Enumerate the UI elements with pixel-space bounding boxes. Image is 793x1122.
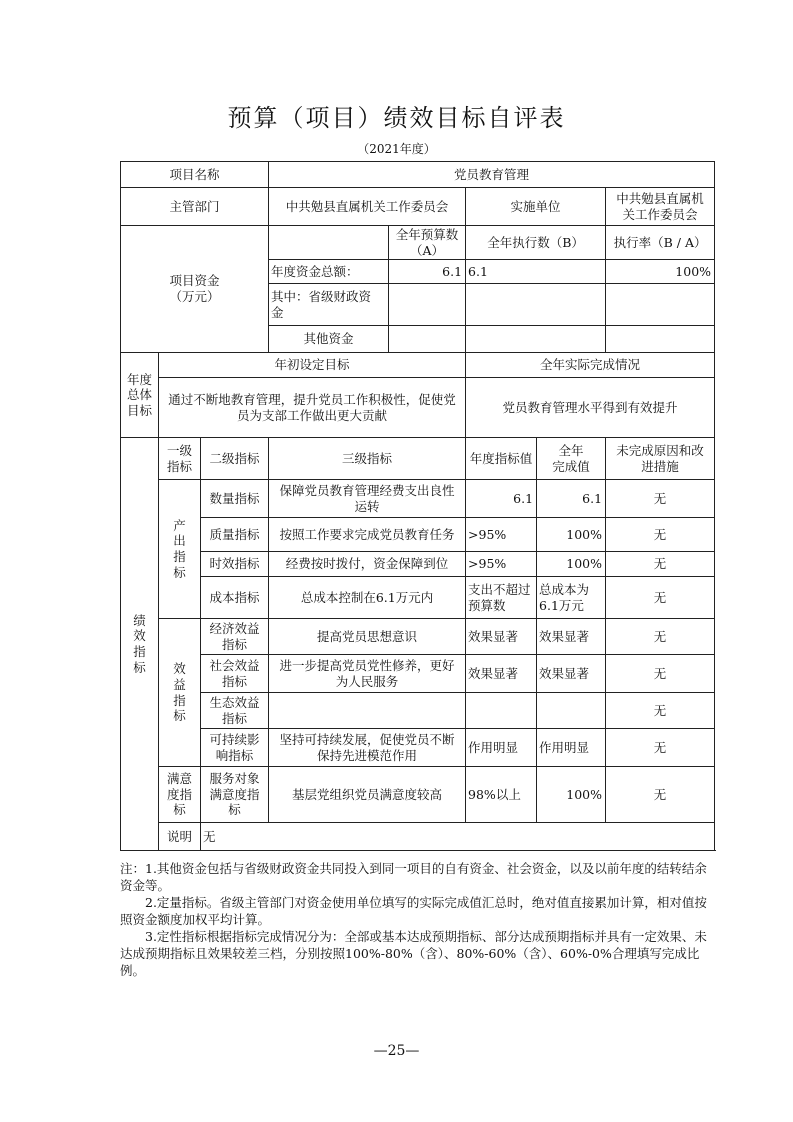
table-row-l3: 保障党员教育管理经费支出良性 运转 (269, 480, 466, 518)
header-level2: 二级指标 (201, 438, 269, 480)
table-row-reason: 无 (606, 655, 715, 693)
annual-goal-label: 年度 总体 目标 (121, 353, 159, 438)
footnote-2: 2.定量指标。省级主管部门对资金使用单位填写的实际完成值汇总时，绝对值直接累加计算，相对值按照资金额度加权平均计算。 (120, 895, 707, 927)
total-budget-value: 6.1 (389, 260, 466, 284)
header-level1: 一级 指标 (159, 438, 201, 480)
project-name-value: 党员教育管理 (269, 162, 715, 188)
funds-label: 项目资金 （万元） (121, 226, 269, 353)
output-indicator-label: 产 出 指 标 (159, 480, 201, 619)
footnote-1: 注：1.其他资金包括与省级财政资金共同投入到同一项目的自有资金、社会资金，以及以前年度的结转结余资金等。 (120, 861, 707, 893)
other-budget-value (389, 326, 466, 353)
implementer-value: 中共勉县直属机 关工作委员会 (606, 188, 715, 226)
remark-value: 无 (201, 823, 715, 851)
table-row-l2: 时效指标 (201, 552, 269, 577)
goal-set-value: 通过不断地教育管理，提升党员工作积极性，促使党 员为支部工作做出更大贡献 (159, 378, 466, 438)
header-level3: 三级指标 (269, 438, 466, 480)
table-row-actual: 效果显著 (537, 655, 606, 693)
row-other-label: 其他资金 (269, 326, 389, 353)
table-row-reason: 无 (606, 480, 715, 518)
other-exec-value (466, 326, 606, 353)
footnote-3: 3.定性指标根据指标完成情况分为：全部或基本达成预期指标、部分达成预期指标并具有一定效果、未达成预期指标且效果较差三档，分别按照100%-80%（含）、80%-60%（含）、60%-0%合理填写完成比例。 (120, 929, 707, 978)
table-row-l2: 质量指标 (201, 518, 269, 552)
footnotes (120, 860, 714, 979)
table-row-target: 支出不超过 预算数 (466, 577, 537, 619)
goal-actual-header: 全年实际完成情况 (466, 353, 715, 378)
table-row-reason: 无 (606, 693, 715, 729)
table-row-reason: 无 (606, 518, 715, 552)
table-row-actual: 效果显著 (537, 619, 606, 655)
provincial-rate-value (606, 284, 715, 326)
provincial-exec-value (466, 284, 606, 326)
table-row-reason: 无 (606, 767, 715, 823)
table-row-actual (537, 693, 606, 729)
table-row-target: 效果显著 (466, 655, 537, 693)
project-name-label: 项目名称 (121, 162, 269, 188)
table-row-actual: 100% (537, 552, 606, 577)
table-row-target (466, 693, 537, 729)
col-exec-header: 全年执行数（B） (466, 226, 606, 260)
funds-header-blank (269, 226, 389, 260)
row-provincial-label: 其中：省级财政资 金 (269, 284, 389, 326)
table-row-reason: 无 (606, 577, 715, 619)
table-row-l3: 坚持可持续发展，促使党员不断 保持先进模范作用 (269, 729, 466, 767)
col-rate-header: 执行率（B / A） (606, 226, 715, 260)
table-row-reason: 无 (606, 619, 715, 655)
self-evaluation-table (120, 161, 715, 851)
year-label: （2021年度） (357, 142, 436, 156)
goal-actual-value: 党员教育管理水平得到有效提升 (466, 378, 715, 438)
total-rate-value: 100% (606, 260, 715, 284)
table-row-target: >95% (466, 518, 537, 552)
table-row-target: >95% (466, 552, 537, 577)
table-row-l3: 进一步提高党员党性修养，更好 为人民服务 (269, 655, 466, 693)
table-row-l3: 经费按时拨付，资金保障到位 (269, 552, 466, 577)
page-number: —25— (373, 1043, 420, 1059)
header-reason: 未完成原因和改 进措施 (606, 438, 715, 480)
table-row-l3: 提高党员思想意识 (269, 619, 466, 655)
header-target: 年度指标值 (466, 438, 537, 480)
page-title: 预算（项目）绩效目标自评表 (227, 104, 566, 132)
table-row-target: 效果显著 (466, 619, 537, 655)
table-row-l2: 可持续影 响指标 (201, 729, 269, 767)
table-row-actual: 100% (537, 518, 606, 552)
table-row-l2: 服务对象 满意度指 标 (201, 767, 269, 823)
row-total-label: 年度资金总额： (269, 260, 389, 284)
table-row-l3: 总成本控制在6.1万元内 (269, 577, 466, 619)
performance-label: 绩 效 指 标 (121, 438, 159, 851)
table-row-target: 作用明显 (466, 729, 537, 767)
table-row-l2: 社会效益 指标 (201, 655, 269, 693)
table-row-reason: 无 (606, 729, 715, 767)
other-rate-value (606, 326, 715, 353)
goal-set-header: 年初设定目标 (159, 353, 466, 378)
table-row-target: 6.1 (466, 480, 537, 518)
implementer-label: 实施单位 (466, 188, 606, 226)
table-row-l3 (269, 693, 466, 729)
table-row-target: 98%以上 (466, 767, 537, 823)
table-row-actual: 100% (537, 767, 606, 823)
supervisor-value: 中共勉县直属机关工作委员会 (269, 188, 466, 226)
table-row-actual: 总成本为 6.1万元 (537, 577, 606, 619)
supervisor-label: 主管部门 (121, 188, 269, 226)
remark-label: 说明 (159, 823, 201, 851)
table-row-l3: 基层党组织党员满意度较高 (269, 767, 466, 823)
table-row-l2: 数量指标 (201, 480, 269, 518)
provincial-budget-value (389, 284, 466, 326)
benefit-indicator-label: 效 益 指 标 (159, 619, 201, 767)
table-row-l2: 生态效益 指标 (201, 693, 269, 729)
table-row-reason: 无 (606, 552, 715, 577)
header-actual: 全年 完成值 (537, 438, 606, 480)
satisfaction-indicator-label: 满意 度指 标 (159, 767, 201, 823)
total-exec-value: 6.1 (466, 260, 606, 284)
table-row-actual: 作用明显 (537, 729, 606, 767)
col-budget-header: 全年预算数 （A） (389, 226, 466, 260)
table-row-actual: 6.1 (537, 480, 606, 518)
table-row-l2: 经济效益 指标 (201, 619, 269, 655)
table-row-l2: 成本指标 (201, 577, 269, 619)
table-row-l3: 按照工作要求完成党员教育任务 (269, 518, 466, 552)
